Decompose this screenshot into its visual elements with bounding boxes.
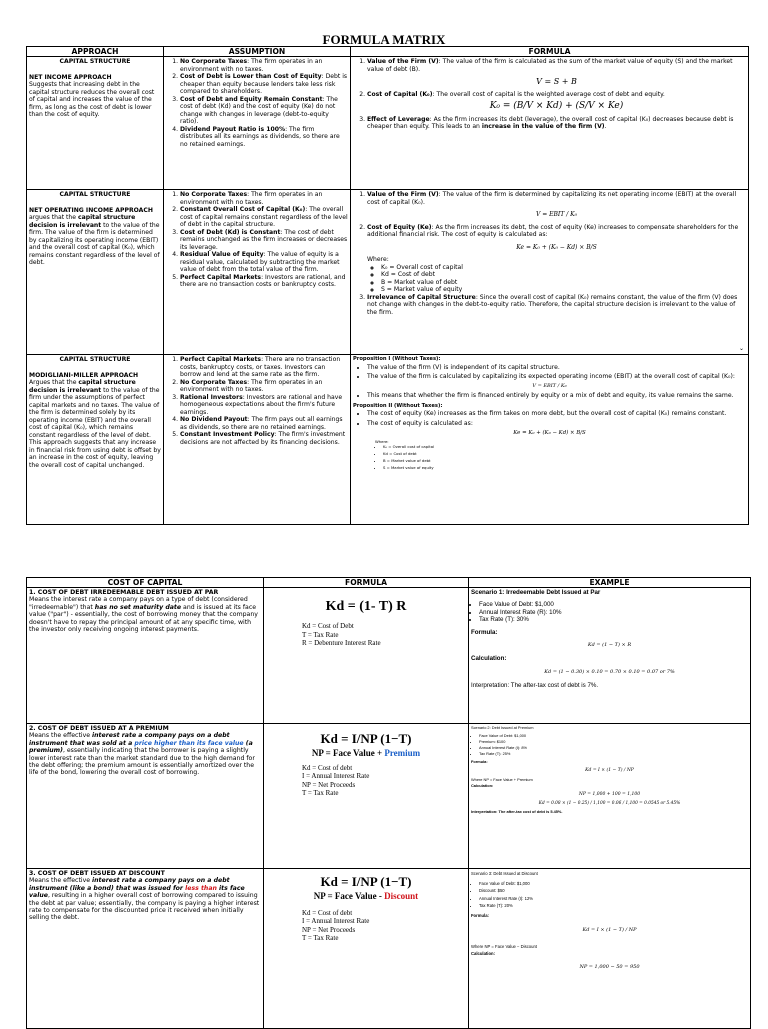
scenario-item: • Tax Rate (T): 20% [479,902,748,910]
assumption-item: 1. Perfect Capital Markets: There are no transaction costs, bankruptcy costs, or taxes. Investors can borrow and lend at the same rate as the firm. [180,356,348,379]
coc-row-par [27,588,751,724]
assumption-cell [164,57,351,190]
where-label: Where: [367,256,389,263]
proposition-1-heading: Proposition I (Without Taxes): [353,356,441,362]
net-proceeds-formula: NP = Face Value - Discount [313,891,419,902]
scenario-item: • Annual Interest Rate (I): 8% [479,745,748,751]
legend-item: NP = Net Proceeds [302,780,356,789]
legend-item: T = Tax Rate [302,630,339,639]
calculation-label: Calculation: [471,655,507,663]
legend-item: NP = Net Proceeds [302,925,356,934]
legend-item: Kd = Cost of debt [302,763,353,772]
formula-item: 3. Effect of Leverage: As the firm increases its debt (leverage), the overall cost of capital (K₀) decreases because debt is cheaper than equity. This leads to an increase in the value of the firm (V). [367,116,746,131]
calculation-label: Calculation: [471,951,495,956]
calculation-label: Calculation: [471,783,494,788]
page-title: FORMULA MATRIX [322,32,446,47]
proposition-item: • This means that whether the firm is financed entirely by equity or a mix of debt and equity, its value remains the same. [367,392,746,400]
formula-cell [264,724,469,869]
assumption-item: 2. Constant Overall Cost of Capital (K₀): The overall cost of capital remains constant regardless of the level of debt in the capital structure. [180,206,348,229]
formula-cell [264,869,469,1029]
row-heading: 1. COST OF DEBT IRREDEEMABLE DEBT ISSUED AT PAR [29,589,219,596]
scenario-title: Scenario 1: Irredeemable Debt Issued at Par [471,589,601,596]
matrix-row-modigliani-miller [27,355,749,525]
col-header-assumption: ASSUMPTION [164,47,351,57]
formula-label: Formula: [471,628,498,636]
assumption-item: 1. No Corporate Taxes: The firm operates in an environment with no taxes. [180,191,348,206]
equation: K₀ = (B/V × Kd) + (S/V × Ke) [489,101,624,111]
where-label: Where: [375,438,389,444]
chevron-down-icon[interactable]: ⌄ [738,344,744,352]
interpretation: Interpretation: The after-tax cost of debt is 7%. [471,682,599,690]
assumption-item: 5. Constant Investment Policy: The firm's investment decisions are not affected by its financing decisions. [180,431,348,446]
row-heading: 2. COST OF DEBT ISSUED AT A PREMIUM [29,725,169,732]
description-cell: 3. COST OF DEBT ISSUED AT DISCOUNT Means the effective interest rate a company pays on a debt instrument (like a bond) that was issued for less than its face value, resulting in a higher overall cost of borrowing compared to issuing the debt at par value; essentially, the company is paying a higher interest rate to compensate for the discounted price it received when initially selling the debt. [27,869,264,1029]
approach-cell: CAPITAL STRUCTURE MODIGLIANI-MILLER APPROACH Argues that the capital structure decision is irrelevant to the value of the firm under the assumptions of perfect capital markets and no taxes. The value of the firm is determined solely by its operating income (EBIT) and the overall cost of capital (K₀), which remains constant regardless of the level of debt. This approach suggests that any increase in financial risk from using debt is offset by an increase in the cost of equity, leaving the overall cost of capital unchanged. [27,355,164,525]
formula-matrix-table [26,46,749,525]
where-note: Where NP = Face Value − Discount [471,943,537,949]
example-calculation: Kd = 0.08 × (1 − 0.25) / 1,100 = 0.06 / 1,100 = 0.0545 or 5.45% [538,801,681,806]
assumption-item: 2. No Corporate Taxes: The firm operates in an environment with no taxes. [180,379,348,394]
approach-heading: CAPITAL STRUCTURE [59,191,131,198]
formula-cell [351,57,749,190]
scenario-item: • Discount: $50 [479,887,748,895]
proposition-item: • The value of the firm is calculated by capitalizing its expected operating income (EBIT) at the overall cost of capital (K₀): [367,373,746,381]
formula-item: 2. Cost of Equity (Ke): As the firm increases its debt, the cost of equity (Ke) increases to compensate shareholders for the additional financial risk. The cost of equity is calculated as: Ke = K₀ + (K₀ − Kd) × B/S Where: ◦ K₀ = Overall cost of capital ◦ Kd = Cost of debt ◦ B = Market value of debt ◦ S = Market value of equity [367,224,746,294]
equation: V = EBIT / K₀ [535,211,578,218]
formula-label: Formula: [471,759,488,764]
where-item: • Kd = Cost of debt [383,451,746,456]
legend-item: T = Tax Rate [302,789,339,798]
scenario-item: • Face Value of Debt: $1,000 [479,880,748,888]
formula-item: 2. Cost of Capital (K₀): The overall cost of capital is the weighted average cost of debt and equity. K₀ = (B/V × Kd) + (S/V × Ke) [367,91,746,111]
assumption-cell [164,355,351,525]
assumption-item: 1. No Corporate Taxes: The firm operates in an environment with no taxes. [180,58,348,73]
assumption-item: 4. Dividend Payout Ratio is 100%: The firm distributes all its earnings as dividends, so there are no retained earnings. [180,126,348,149]
formula-cell [351,190,749,355]
approach-name: NET INCOME APPROACH [29,73,112,81]
example-calculation: NP = 1,000 − 50 = 950 [579,963,640,970]
legend-item: I = Annual Interest Rate [302,772,370,781]
legend-item: Kd = Cost of Debt [302,622,354,631]
coc-row-discount [27,869,751,1029]
scenario-item: • Face Value of Debt: $1,000 [479,601,748,608]
scenario-item: • Premium: $100 [479,739,748,745]
assumption-item: 3. Cost of Debt (Kd) is Constant: The cost of debt remains unchanged as the firm increases or decreases its leverage. [180,229,348,252]
scenario-item: • Face Value of Debt: $1,000 [479,733,748,739]
approach-text: to the value of the firm under the assumptions of perfect capital markets and no taxes. The value of the firm is determined solely by its operating income (EBIT) and the overall cost of capital (K₀), which remains constant regardless of the level of debt. This approach suggests that any increase in financial risk from using debt is offset by an increase in the cost of equity, leaving the overall cost of capital unchanged. [29,386,161,469]
assumption-cell [164,190,351,355]
formula-label: Formula: [471,912,489,918]
approach-text: to the value of the firm. The value of the firm is determined by capitalizing its operating income (EBIT) and the overall cost of capital (K₀), which remains constant regardless of the level of debt. [29,221,160,266]
cost-of-debt-formula: Kd = I/NP (1−T) [320,731,412,746]
example-formula: Kd = (1 − T) × R [587,642,632,649]
where-item: • B = Market value of debt [383,458,746,463]
where-item: ◦ Kd = Cost of debt [381,271,746,279]
example-cell [469,869,751,1029]
cost-of-debt-formula: Kd = I/NP (1−T) [320,874,412,889]
approach-cell: CAPITAL STRUCTURE NET OPERATING INCOME APPROACH argues that the capital structure decision is irrelevant to the value of the firm. The value of the firm is determined by capitalizing its operating income (EBIT) and the overall cost of capital (K₀), which remains constant regardless of the level of debt. [27,190,164,355]
coc-row-premium [27,724,751,869]
description-cell: 1. COST OF DEBT IRREDEEMABLE DEBT ISSUED AT PAR Means the interest rate a company pays on a type of debt (considered "irredeemable") that has no set maturity date and is issued at its face value ("par") - essentially, the cost of borrowing money that the company doesn't have to repay the principal amount of at any specific time, with the investor only receiving ongoing interest payments. [27,588,264,724]
col-header-example: EXAMPLE [469,578,751,588]
approach-text: Suggests that increasing debt in the capital structure reduces the overall cost of capital and increases the value of the firm, as long as the cost of debt is lower than the cost of equity. [29,81,155,118]
approach-cell [27,57,164,190]
approach-name: MODIGLIANI-MILLER APPROACH [29,371,139,379]
where-note: Where NP = Face Value + Premium [471,777,533,782]
assumption-item: 3. Cost of Debt and Equity Remain Constant: The cost of debt (Kd) and the cost of equity (Ke) do not change with changes in leverage (debt-to-equity ratio). [180,96,348,126]
interpretation: Interpretation: The after-tax cost of debt is 5.45%. [471,809,563,814]
where-item: ◦ K₀ = Overall cost of capital [381,264,746,272]
formula-item: 3. Irrelevance of Capital Structure: Since the overall cost of capital (K₀) remains constant, the value of the firm (V) does not change with changes in the debt-to-equity ratio. Therefore, the capital structure decision is irrelevant to the value of the firm. [367,294,746,317]
assumption-item: 5. Perfect Capital Markets: Investors are rational, and there are no transaction costs or bankruptcy costs. [180,274,348,289]
formula-cell [351,355,749,525]
formula-item: 1. Value of the Firm (V): The value of the firm is calculated as the sum of the market value of equity (S) and the market value of debt (B). V = S + B [367,58,746,86]
col-header-formula: FORMULA [264,578,469,588]
where-item: • K₀ = Overall cost of capital [383,444,746,449]
assumption-item: 2. Cost of Debt is Lower than Cost of Equity: Debt is cheaper than equity because lenders take less risk compared to shareholders. [180,73,348,96]
assumption-item: 3. Rational Investors: Investors are rational and have homogeneous expectations about the firm's future earnings. [180,394,348,417]
proposition-item: • The value of the firm (V) is independent of its capital structure. [367,364,746,372]
proposition-item: • The cost of equity (Ke) increases as the firm takes on more debt, but the overall cost of capital (K₀) remains constant. [367,410,746,418]
equation: Ke = K₀ + (K₀ − Kd) × B/S [513,430,586,436]
description-cell: 2. COST OF DEBT ISSUED AT A PREMIUM Means the effective interest rate a company pays on a debt instrument that was sold at a price higher than its face value (a premium), essentially indicating that the borrower is paying a slightly lower interest rate than the market standard due to the high demand for the debt offering; the premium amount is essentially amortized over the life of the bond, lowering the overall cost of borrowing. [27,724,264,869]
col-header-approach: APPROACH [27,47,164,57]
where-item: ◦ B = Market value of debt [381,279,746,287]
col-header-formula: FORMULA [351,47,749,57]
legend-item: Kd = Cost of debt [302,908,353,917]
formula-cell [264,588,469,724]
where-item: ◦ S = Market value of equity [381,286,746,294]
cost-of-capital-table [26,577,751,1029]
scenario-item: • Tax Rate (T): 25% [479,751,748,757]
equation: Ke = K₀ + (K₀ − Kd) × B/S [516,243,597,251]
example-calculation: Kd = (1 − 0.30) × 0.10 = 0.70 × 0.10 = 0.07 or 7% [544,668,675,675]
cost-of-debt-formula: Kd = (1- T) R [325,599,407,614]
where-item: • S = Market value of equity [383,465,746,470]
legend-item: T = Tax Rate [302,934,339,943]
example-cell [469,588,751,724]
equation: V = S + B [536,77,577,86]
scenario-title: Scenario 2: Debt Issued at Premium [471,725,534,730]
matrix-row-net-income [27,57,749,190]
row-heading: 3. COST OF DEBT ISSUED AT DISCOUNT [29,870,165,877]
assumption-item: 4. Residual Value of Equity: The value of equity is a residual value, calculated by subtracting the market value of debt from the total value of the firm. [180,251,348,274]
scenario-item: • Tax Rate (T): 30% [479,616,748,623]
proposition-2-heading: Proposition II (Without Taxes): [353,402,443,409]
legend-item: R = Debenture Interest Rate [302,639,381,648]
legend-item: I = Annual Interest Rate [302,917,370,926]
col-header-cost-of-capital: COST OF CAPITAL [27,578,264,588]
scenario-item: • Annual Interest Rate (R): 10% [479,609,748,616]
approach-heading: CAPITAL STRUCTURE [59,58,131,65]
approach-heading: CAPITAL STRUCTURE [59,356,131,363]
equation: V = EBIT / K₀ [532,382,567,389]
scenario-item: • Annual Interest Rate (I): 12% [479,895,748,903]
net-proceeds-formula: NP = Face Value + Premium [311,748,421,759]
proposition-item: • The cost of equity is calculated as: [367,420,746,428]
example-formula: Kd = I × (1 − T) / NP [582,927,637,933]
example-formula: Kd = I × (1 − T) / NP [585,768,634,773]
example-calculation: NP = 1,000 + 100 = 1,100 [578,792,641,797]
formula-item: 1. Value of the Firm (V): The value of the firm is determined by capitalizing its net operating income (EBIT) at the overall cost of capital (K₀). V = EBIT / K₀ [367,191,746,219]
matrix-row-net-operating-income [27,190,749,355]
example-cell [469,724,751,869]
scenario-title: Scenario 3: Debt Issued at Discount [471,871,538,876]
assumption-item: 4. No Dividend Payout: The firm pays out all earnings as dividends, so there are no retained earnings. [180,416,348,431]
approach-name: NET OPERATING INCOME APPROACH [29,206,153,214]
